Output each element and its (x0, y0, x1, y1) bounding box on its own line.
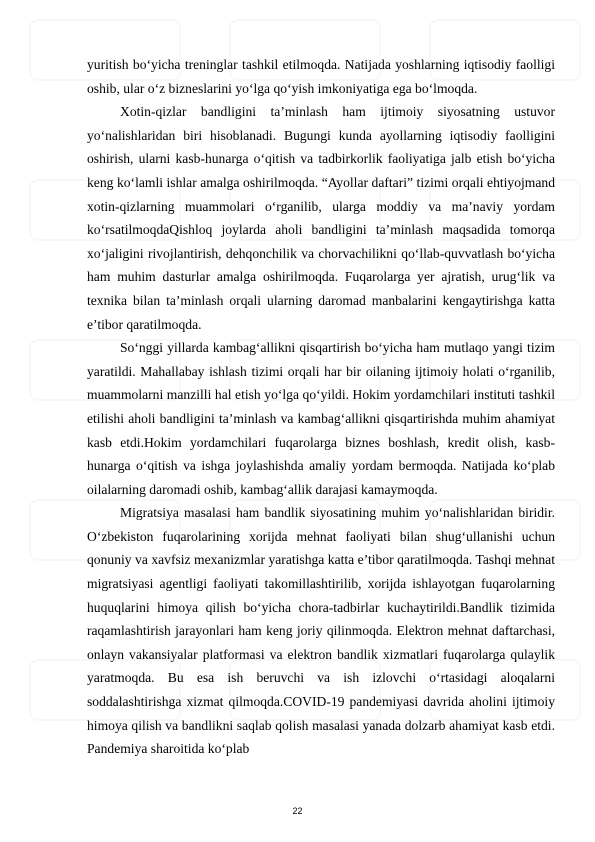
paragraph-women-employment: Xotin-qizlar bandligini ta’minlash ham ijtimoiy siyosatning ustuvor yo‘nalishlaridan biri hisoblanadi. Bugungi kunda ayollarning iqtisodiy faolligini oshirish, ularni kasb-hunarga o‘qitish va tadbirkorlik faoliyatiga jalb etish bo‘yicha keng ko‘lamli ishlar amalga oshirilmoqda. “Ayollar daftari” tizimi orqali ehtiyojmand xotin-qizlarning muammolari o‘rganilib, ularga moddiy va ma’naviy yordam ko‘rsatilmoqdaQishloq joylarda aholi bandligini ta’minlash maqsadida tomorqa xo‘jaligini rivojlantirish, dehqonchilik va chorvachilikni qo‘llab-quvvatlash bo‘yicha ham muhim dasturlar amalga oshirilmoqda. Fuqarolarga yer ajratish, urug‘lik va texnika bilan ta’minlash orqali ularning daromad manbalarini kengaytirishga katta e’tibor qaratilmoqda. (87, 104, 555, 332)
body-text (87, 53, 555, 761)
page-number: 22 (292, 806, 303, 816)
paragraph-continuation: yuritish bo‘yicha treninglar tashkil etilmoqda. Natijada yoshlarning iqtisodiy faolligi oshib, ular o‘z bizneslarini yo‘lga qo‘yish imkoniyatiga ega bo‘lmoqda. (87, 57, 555, 96)
paragraph-migration: Migratsiya masalasi ham bandlik siyosatining muhim yo‘nalishlaridan biridir. O‘zbekiston fuqarolarining xorijda mehnat faoliyati bilan shug‘ullanishi uchun qonuniy va xavfsiz mexanizmlar yaratishga katta e’tibor qaratilmoqda. Tashqi mehnat migratsiyasi agentligi faoliyati takomillashtirilib, xorijda ishlayotgan fuqarolarning huquqlarini himoya qilish bo‘yicha chora-tadbirlar kuchaytirildi.Bandlik tizimida raqamlashtirish jarayonlari ham keng joriy qilinmoqda. Elektron mehnat daftarchasi, onlayn vakansiyalar platformasi va elektron bandlik xizmatlari fuqarolarga qulaylik yaratmoqda. Bu esa ish beruvchi va ish izlovchi o‘rtasidagi aloqalarni soddalashtirishga xizmat qilmoqda.COVID-19 pandemiyasi davrida aholini ijtimoiy himoya qilish va bandlikni saqlab qolish masalasi yanada dolzarb ahamiyat kasb etdi. Pandemiya sharoitida ko‘plab (87, 505, 555, 757)
paragraph-poverty-reduction: So‘nggi yillarda kambag‘allikni qisqartirish bo‘yicha ham mutlaqo yangi tizim yaratildi. Mahallabay ishlash tizimi orqali har bir oilaning ijtimoiy holati o‘rganilib, muammolarni manzilli hal etish yo‘lga qo‘yildi. Hokim yordamchilari instituti tashkil etilishi aholi bandligini ta’minlash va kambag‘allikni qisqartirishda muhim ahamiyat kasb etdi.Hokim yordamchilari fuqarolarga biznes boshlash, kredit olish, kasb-hunarga o‘qitish va ishga joylashishda amaliy yordam bermoqda. Natijada ko‘plab oilalarning daromadi oshib, kambag‘allik darajasi kamaymoqda. (87, 340, 555, 497)
